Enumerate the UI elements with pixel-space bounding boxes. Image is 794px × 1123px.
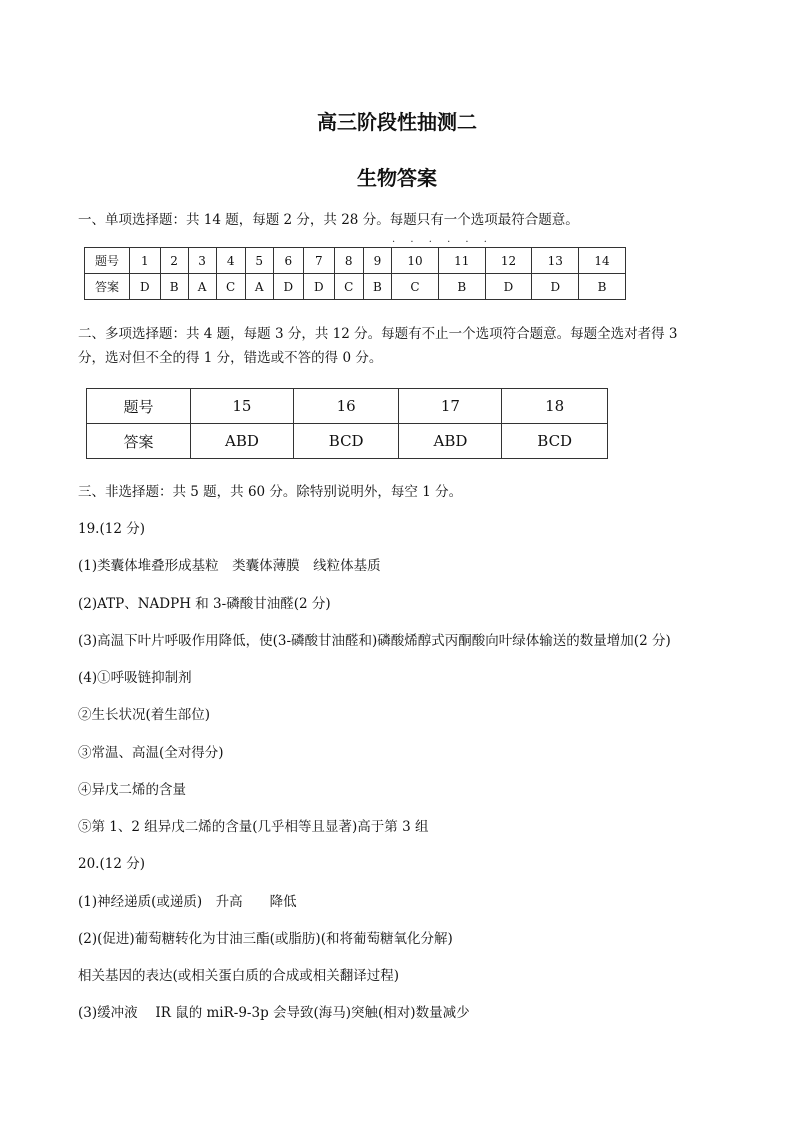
question-number-cell: 4 — [216, 248, 245, 274]
question-number-cell: 12 — [485, 248, 532, 274]
question-number-cell: 17 — [399, 389, 502, 424]
question-number-cell: 6 — [273, 248, 304, 274]
answer-cell: C — [334, 274, 363, 300]
emphasis-dots: · · · · · · — [392, 237, 493, 248]
answer-line: (1)类囊体堆叠形成基粒 类囊体薄膜 线粒体基质 — [78, 558, 381, 574]
answer-cell: C — [216, 274, 245, 300]
question-number-cell: 2 — [160, 248, 188, 274]
answer-cell: D — [273, 274, 304, 300]
answer-cell: B — [438, 274, 485, 300]
answer-line: 19.(12 分) — [78, 521, 145, 537]
answer-cell: ABD — [399, 424, 502, 459]
answer-cell: D — [130, 274, 161, 300]
document-title: 高三阶段性抽测二 — [317, 110, 477, 134]
answer-cell: B — [363, 274, 391, 300]
answer-line: (4)①呼吸链抑制剂 — [78, 670, 192, 686]
answer-line: (2)ATP、NADPH 和 3-磷酸甘油醛(2 分) — [78, 596, 331, 612]
table-row-answers — [85, 274, 626, 300]
answer-line: (1)神经递质(或递质) 升高 降低 — [78, 894, 297, 910]
question-number-cell: 8 — [334, 248, 363, 274]
answer-cell: D — [485, 274, 532, 300]
question-number-cell: 9 — [363, 248, 391, 274]
answer-line: 20.(12 分) — [78, 856, 145, 872]
question-number-cell: 15 — [191, 389, 294, 424]
answer-cell: A — [188, 274, 216, 300]
section1-heading: 一、单项选择题：共 14 题，每题 2 分，共 28 分。每题只有一个选项最符合题意。 — [78, 212, 579, 228]
answer-line: ④异戊二烯的含量 — [78, 782, 186, 798]
single-choice-answer-table — [84, 247, 626, 300]
answer-cell: D — [304, 274, 335, 300]
section3-heading: 三、非选择题：共 5 题，共 60 分。除特别说明外，每空 1 分。 — [78, 484, 463, 500]
table-row-question-numbers — [87, 389, 608, 424]
answer-line: ③常温、高温(全对得分) — [78, 745, 224, 761]
answer-cell: BCD — [293, 424, 399, 459]
answer-cell: BCD — [502, 424, 608, 459]
question-number-cell: 16 — [293, 389, 399, 424]
question-number-cell: 5 — [245, 248, 273, 274]
question-number-cell: 10 — [392, 248, 439, 274]
question-number-cell: 7 — [304, 248, 335, 274]
question-number-cell: 14 — [579, 248, 626, 274]
row-label-answer: 答案 — [87, 424, 191, 459]
document-subtitle: 生物答案 — [357, 166, 437, 190]
answer-line: (2)(促进)葡萄糖转化为甘油三酯(或脂肪)(和将葡萄糖氧化分解) — [78, 931, 453, 947]
section2-heading-line2: 分，选对但不全的得 1 分，错选或不答的得 0 分。 — [78, 350, 383, 366]
question-number-cell: 13 — [532, 248, 579, 274]
answer-line: (3)高温下叶片呼吸作用降低，使(3-磷酸甘油醛和)磷酸烯醇式丙酮酸向叶绿体输送的数量增加(2 分) — [78, 633, 671, 649]
question-number-cell: 1 — [130, 248, 161, 274]
answer-line: (3)缓冲液 IR 鼠的 miR-9-3p 会导致(海马)突触(相对)数量减少 — [78, 1005, 470, 1021]
question-number-cell: 11 — [438, 248, 485, 274]
table-row-question-numbers — [85, 248, 626, 274]
question-number-cell: 3 — [188, 248, 216, 274]
answer-line: 相关基因的表达(或相关蛋白质的合成或相关翻译过程) — [78, 968, 400, 984]
multi-choice-answer-table — [86, 388, 608, 459]
answer-cell: C — [392, 274, 439, 300]
question-number-cell: 18 — [502, 389, 608, 424]
answer-cell: D — [532, 274, 579, 300]
section2-heading-line1: 二、多项选择题：共 4 题，每题 3 分，共 12 分。每题有不止一个选项符合题意。每题全选对者得 3 — [78, 326, 678, 342]
answer-cell: B — [160, 274, 188, 300]
table-row-answers — [87, 424, 608, 459]
row-label-answer: 答案 — [85, 274, 130, 300]
answer-cell: ABD — [191, 424, 294, 459]
answer-cell: B — [579, 274, 626, 300]
row-label-question-number: 题号 — [87, 389, 191, 424]
row-label-question-number: 题号 — [85, 248, 130, 274]
answer-line: ⑤第 1、2 组异戊二烯的含量(几乎相等且显著)高于第 3 组 — [78, 819, 429, 835]
answer-cell: A — [245, 274, 273, 300]
answer-line: ②生长状况(着生部位) — [78, 707, 211, 723]
